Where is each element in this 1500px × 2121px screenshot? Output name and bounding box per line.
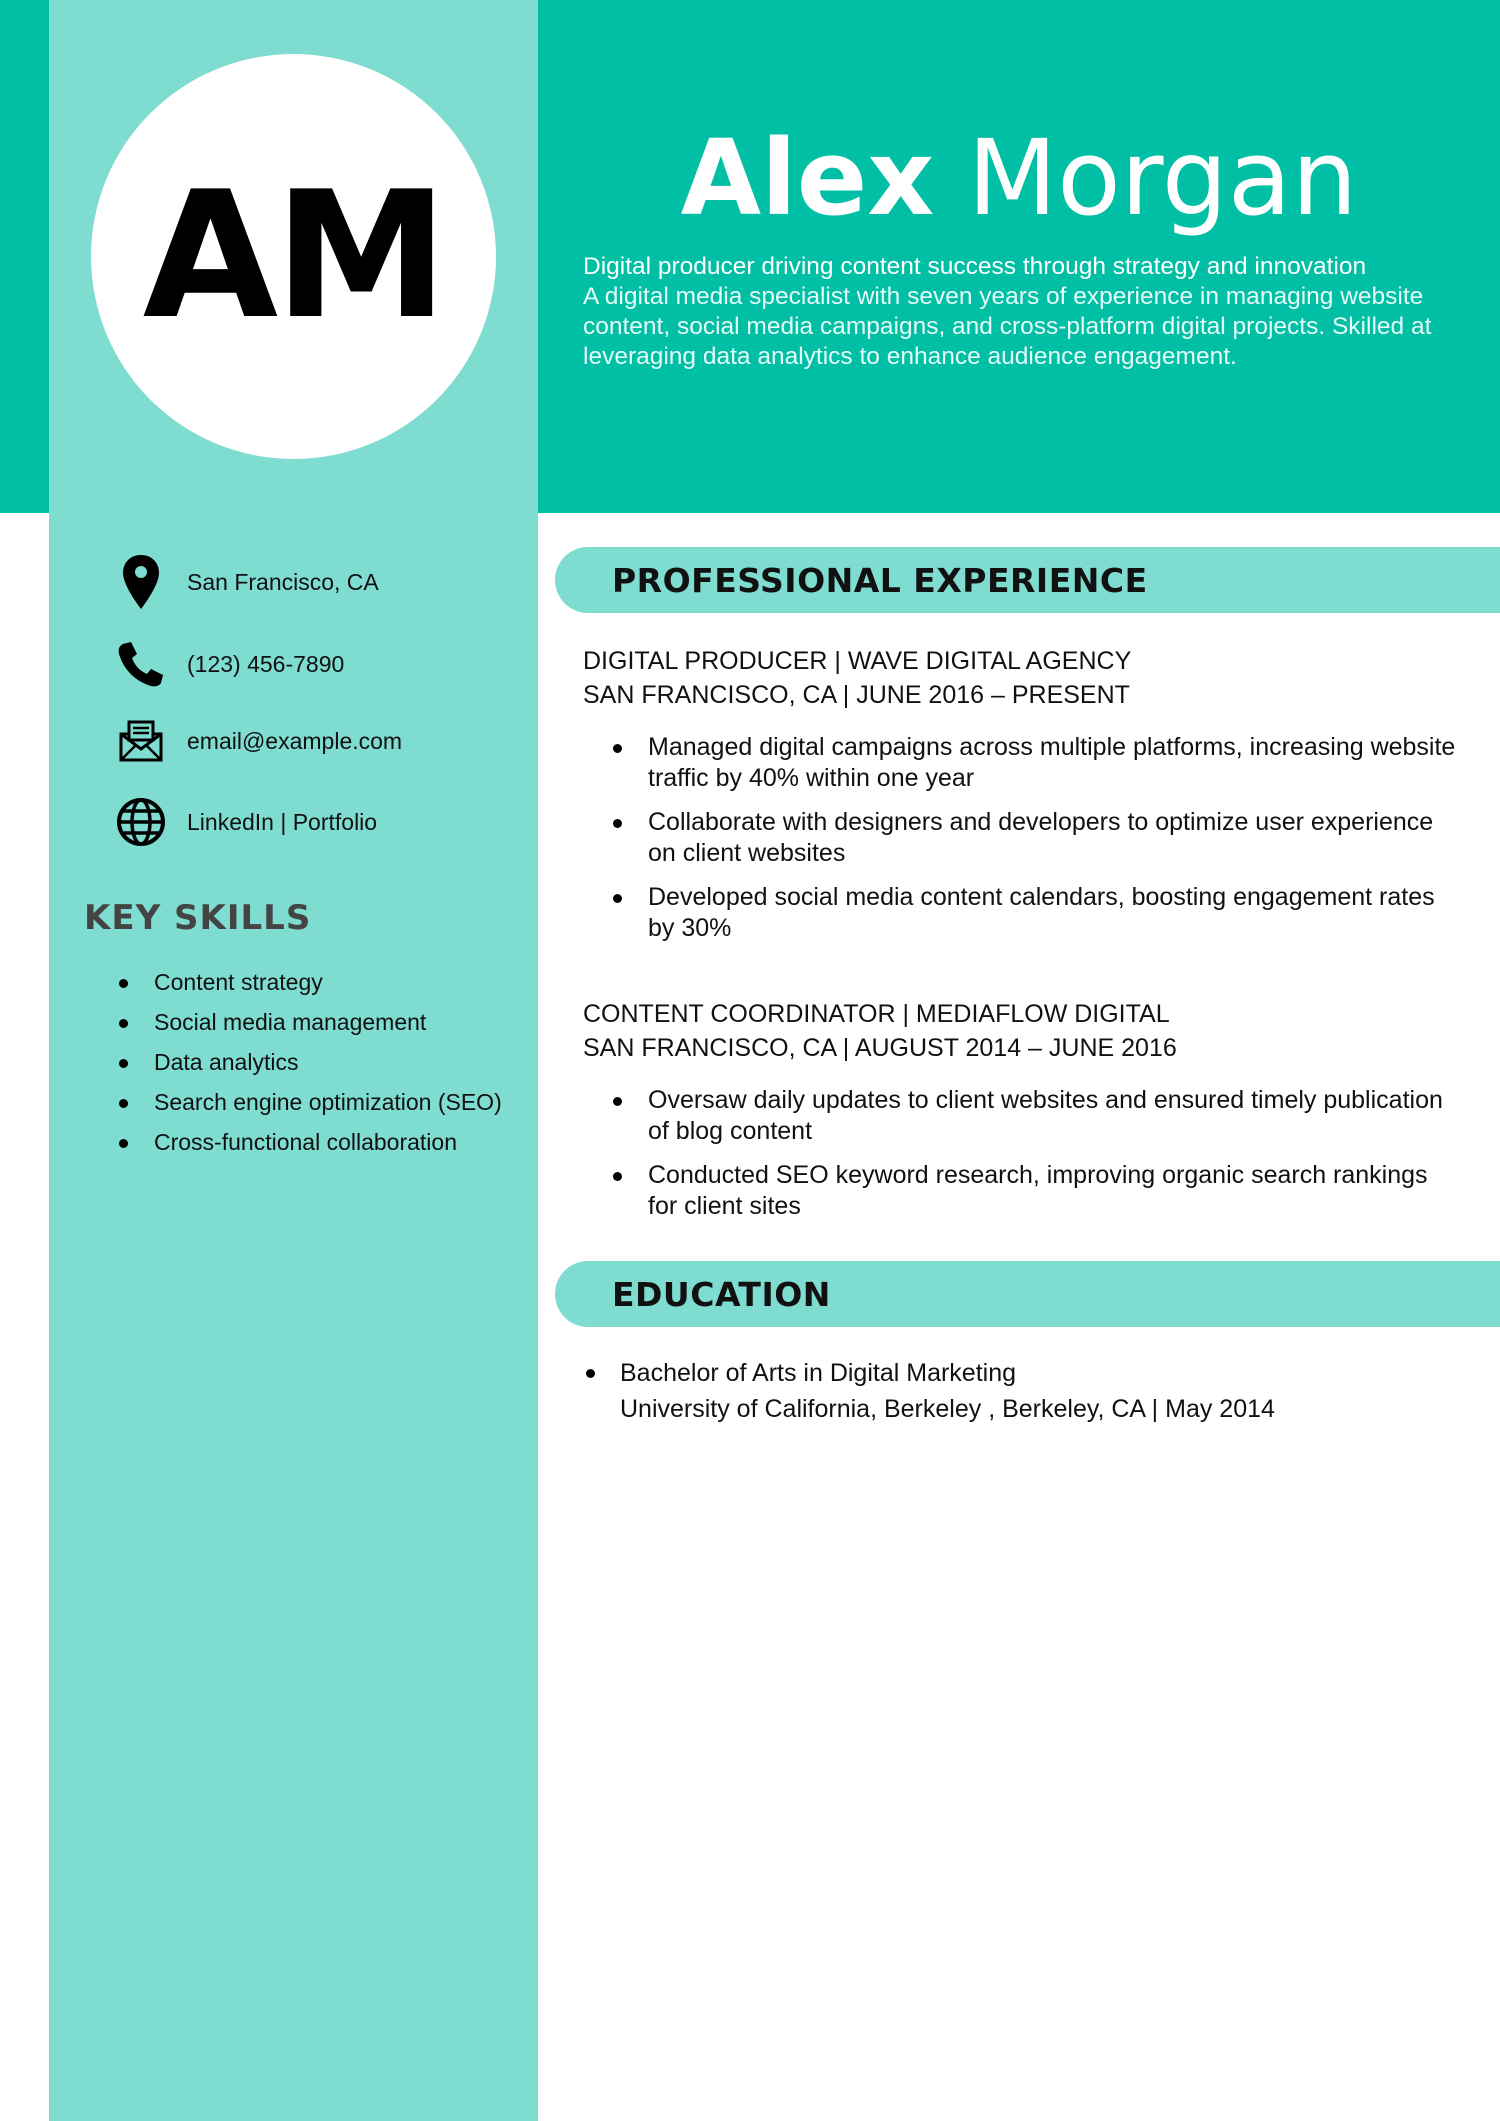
education-title: EDUCATION bbox=[612, 1274, 831, 1314]
skill-item: Social media management bbox=[118, 1008, 518, 1037]
skill-item: Cross-functional collaboration bbox=[118, 1128, 518, 1157]
candidate-name bbox=[538, 118, 1500, 238]
job-title: CONTENT COORDINATOR | MEDIAFLOW DIGITAL bbox=[583, 1000, 1170, 1028]
contact-email bbox=[112, 711, 532, 771]
contact-phone bbox=[112, 634, 532, 694]
summary: A digital media specialist with seven years of experience in managing website content, social media campaigns, and cross-platform digital projects. Skilled at leveraging data analytics to enhance audience engagement. bbox=[583, 283, 1432, 370]
phone-icon bbox=[112, 635, 170, 693]
email-text[interactable]: email@example.com bbox=[187, 727, 403, 754]
location-text: San Francisco, CA bbox=[187, 568, 379, 595]
job-meta: SAN FRANCISCO, CA | JUNE 2016 – PRESENT bbox=[583, 681, 1130, 709]
phone-text: (123) 456-7890 bbox=[187, 650, 345, 677]
monogram-initials: AM bbox=[142, 155, 445, 358]
contact-web bbox=[112, 792, 532, 852]
web-links-text[interactable]: LinkedIn | Portfolio bbox=[187, 808, 378, 835]
job-bullets bbox=[583, 732, 1463, 944]
skills-list bbox=[118, 968, 518, 1168]
map-pin-icon bbox=[112, 553, 170, 611]
job-title: DIGITAL PRODUCER | WAVE DIGITAL AGENCY bbox=[583, 647, 1132, 675]
education-entry bbox=[583, 1355, 1463, 1427]
education-item bbox=[583, 1355, 1463, 1427]
job-1 bbox=[583, 644, 1463, 957]
monogram-circle bbox=[91, 54, 496, 459]
job-bullets bbox=[583, 1085, 1463, 1222]
first-name: Alex bbox=[680, 117, 935, 239]
job-bullet: Oversaw daily updates to client websites and ensured timely publication of blog content bbox=[583, 1085, 1463, 1147]
envelope-icon bbox=[112, 712, 170, 770]
job-meta: SAN FRANCISCO, CA | AUGUST 2014 – JUNE 2016 bbox=[583, 1034, 1177, 1062]
school: University of California, Berkeley , Berkeley, CA | May 2014 bbox=[620, 1395, 1275, 1423]
skill-item: Search engine optimization (SEO) bbox=[118, 1088, 518, 1117]
job-bullet: Managed digital campaigns across multiple platforms, increasing website traffic by 40% within one year bbox=[583, 732, 1463, 794]
job-bullet: Conducted SEO keyword research, improving organic search rankings for client sites bbox=[583, 1160, 1463, 1222]
degree: Bachelor of Arts in Digital Marketing bbox=[620, 1359, 1017, 1387]
skill-item: Content strategy bbox=[118, 968, 518, 997]
job-2 bbox=[583, 997, 1463, 1235]
skill-item: Data analytics bbox=[118, 1048, 518, 1077]
job-bullet: Developed social media content calendars, boosting engagement rates by 30% bbox=[583, 882, 1463, 944]
job-bullet: Collaborate with designers and developers to optimize user experience on client websites bbox=[583, 807, 1463, 869]
education-header bbox=[555, 1261, 1500, 1327]
experience-title: PROFESSIONAL EXPERIENCE bbox=[612, 560, 1148, 600]
experience-header bbox=[555, 547, 1500, 613]
contact-location bbox=[112, 552, 532, 612]
globe-icon bbox=[112, 793, 170, 851]
header-band-left bbox=[0, 0, 49, 513]
skills-title: KEY SKILLS bbox=[84, 898, 312, 938]
tagline: Digital producer driving content success through strategy and innovation bbox=[583, 253, 1367, 280]
last-name: Morgan bbox=[967, 117, 1358, 239]
